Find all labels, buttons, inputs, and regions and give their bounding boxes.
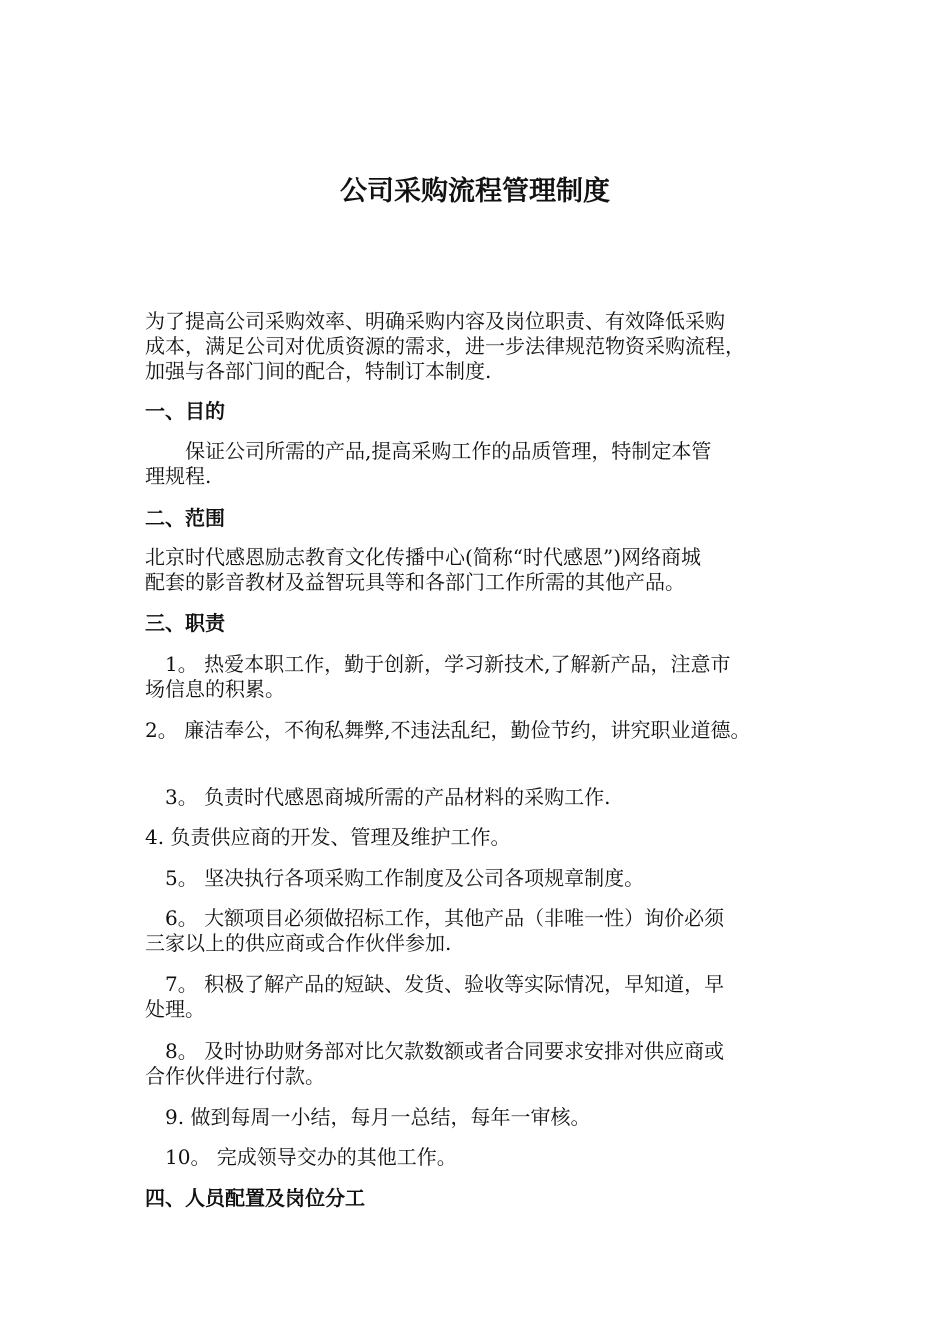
duty-line: 7。 积极了解产品的短缺、发货、验收等实际情况，早知道，早 [145, 972, 725, 996]
duty-item [145, 652, 810, 702]
scope-line: 配套的影音教材及益智玩具等和各部门工作所需的其他产品。 [145, 570, 685, 594]
section-heading-purpose: 一、目的 [145, 399, 225, 423]
intro-line: 为了提高公司采购效率、明确采购内容及岗位职责、有效降低采购 [145, 309, 725, 333]
document-title: 公司采购流程管理制度 [340, 176, 610, 207]
section-heading-duties: 三、职责 [145, 611, 225, 635]
duty-line: 合作伙伴进行付款。 [145, 1064, 325, 1088]
intro-paragraph [145, 309, 810, 384]
duty-line: 三家以上的供应商或合作伙伴参加. [145, 931, 452, 955]
scope-line: 北京时代感恩励志教育文化传播中心(简称“时代感恩”)网络商城 [145, 545, 702, 569]
duty-line: 9. 做到每周一小结，每月一总结，每年一审核。 [145, 1105, 591, 1129]
duty-line: 4. 负责供应商的开发、管理及维护工作。 [145, 825, 511, 849]
duty-line: 场信息的积累。 [145, 677, 285, 701]
duty-item [145, 825, 810, 850]
purpose-line: 保证公司所需的产品,提高采购工作的品质管理，特制定本管 [145, 439, 712, 463]
purpose-line: 理规程. [145, 464, 212, 488]
intro-line: 成本，满足公司对优质资源的需求，进一步法律规范物资采购流程， [145, 334, 745, 358]
duty-item [145, 1105, 810, 1130]
duty-line: 2。 廉洁奉公，不徇私舞弊,不违法乱纪，勤俭节约，讲究职业道德。 [145, 718, 751, 742]
duty-item [145, 906, 810, 956]
duty-item [145, 866, 810, 891]
duty-line: 3。 负责时代感恩商城所需的产品材料的采购工作. [145, 785, 611, 809]
duty-item [145, 1145, 810, 1170]
duty-line: 8。 及时协助财务部对比欠款数额或者合同要求安排对供应商或 [145, 1039, 725, 1063]
duty-item [145, 972, 810, 1022]
section-heading-staffing: 四、人员配置及岗位分工 [145, 1186, 365, 1210]
scope-paragraph [145, 545, 810, 595]
intro-line: 加强与各部门间的配合，特制订本制度. [145, 359, 492, 383]
duty-item [145, 1039, 810, 1089]
duty-line: 6。 大额项目必须做招标工作，其他产品（非唯一性）询价必须 [145, 906, 725, 930]
duty-item [145, 718, 835, 743]
duty-line: 10。 完成领导交办的其他工作。 [145, 1145, 457, 1169]
duty-line: 1。 热爱本职工作，勤于创新，学习新技术,了解新产品，注意市 [145, 652, 731, 676]
purpose-paragraph [145, 439, 810, 489]
duty-line: 处理。 [145, 997, 205, 1021]
section-heading-scope: 二、范围 [145, 506, 225, 530]
duty-line: 5。 坚决执行各项采购工作制度及公司各项规章制度。 [145, 866, 645, 890]
duty-item [145, 785, 810, 810]
